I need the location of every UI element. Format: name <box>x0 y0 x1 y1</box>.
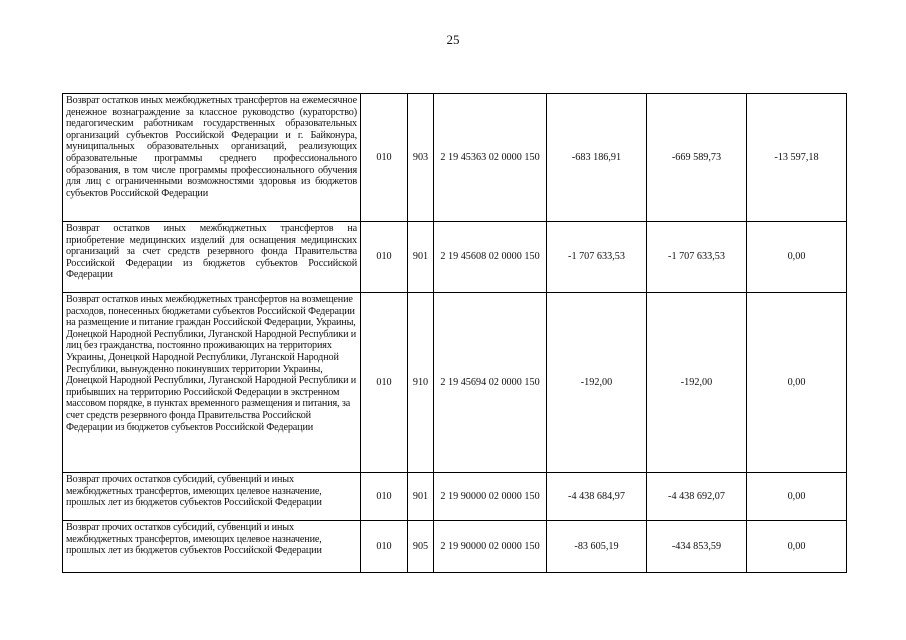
row-code: 2 19 90000 02 0000 150 <box>434 521 547 573</box>
row-description: Возврат остатков иных межбюджетных трансфертов на ежемесячное денежное вознаграждение за классное руководство (кураторство) педагогическим работникам государственных образовательных организаций субъектов Российской Федерации и г. Байконура, муниципальных образовательных организаций, реализующих образовательные программы среднего профессионального образования, в том числе программы профессионального обучения для лиц с ограниченными возможностями здоровья из бюджетов субъектов Российской Федерации <box>63 94 361 222</box>
row-value-1: -683 186,91 <box>547 94 647 222</box>
row-value-1: -192,00 <box>547 293 647 473</box>
row-value-1: -83 605,19 <box>547 521 647 573</box>
row-value-1: -4 438 684,97 <box>547 473 647 521</box>
row-value-3: 0,00 <box>747 473 847 521</box>
row-value-2: -4 438 692,07 <box>647 473 747 521</box>
row-col-b: 903 <box>408 94 434 222</box>
row-col-b: 905 <box>408 521 434 573</box>
row-col-a: 010 <box>361 293 408 473</box>
row-col-a: 010 <box>361 222 408 293</box>
row-col-b: 901 <box>408 222 434 293</box>
row-code: 2 19 45363 02 0000 150 <box>434 94 547 222</box>
row-value-2: -434 853,59 <box>647 521 747 573</box>
row-value-3: -13 597,18 <box>747 94 847 222</box>
table-row <box>63 521 847 573</box>
row-col-a: 010 <box>361 473 408 521</box>
row-value-2: -192,00 <box>647 293 747 473</box>
row-code: 2 19 90000 02 0000 150 <box>434 473 547 521</box>
budget-table <box>62 93 847 573</box>
table-row <box>63 94 847 222</box>
row-description: Возврат прочих остатков субсидий, субвенций и иных межбюджетных трансфертов, имеющих целевое назначение, прошлых лет из бюджетов субъектов Российской Федерации <box>63 473 361 521</box>
page-number: 25 <box>446 32 460 47</box>
row-value-2: -1 707 633,53 <box>647 222 747 293</box>
row-code: 2 19 45694 02 0000 150 <box>434 293 547 473</box>
row-description: Возврат остатков иных межбюджетных трансфертов на возмещение расходов, понесенных бюджетами субъектов Российской Федерации на размещение и питание граждан Российской Федерации, Украины, Донецкой Народной Республики, Луганской Народной Республики и лиц без гражданства, постоянно проживающих на территориях Украины, Донецкой Народной Республики, Луганской Народной Республики, вынужденно покинувших территории Украины, Донецкой Народной Республики, Луганской Народной Республики и прибывших на территорию Российской Федерации в экстренном массовом порядке, в пунктах временного размещения и питания, за счет средств резервного фонда Правительства Российской Федерации из бюджетов субъектов Российской Федерации <box>63 293 361 473</box>
row-value-3: 0,00 <box>747 521 847 573</box>
row-code: 2 19 45608 02 0000 150 <box>434 222 547 293</box>
row-col-b: 901 <box>408 473 434 521</box>
row-col-a: 010 <box>361 94 408 222</box>
table-row <box>63 473 847 521</box>
table-row <box>63 293 847 473</box>
row-description: Возврат остатков иных межбюджетных трансфертов на приобретение медицинских изделий для оснащения медицинских организаций за счет средств резервного фонда Правительства Российской Федерации из бюджетов субъектов Российской Федерации <box>63 222 361 293</box>
row-value-2: -669 589,73 <box>647 94 747 222</box>
table-row <box>63 222 847 293</box>
row-col-a: 010 <box>361 521 408 573</box>
row-value-3: 0,00 <box>747 222 847 293</box>
row-value-3: 0,00 <box>747 293 847 473</box>
row-description: Возврат прочих остатков субсидий, субвенций и иных межбюджетных трансфертов, имеющих целевое назначение, прошлых лет из бюджетов субъектов Российской Федерации <box>63 521 361 573</box>
row-value-1: -1 707 633,53 <box>547 222 647 293</box>
row-col-b: 910 <box>408 293 434 473</box>
